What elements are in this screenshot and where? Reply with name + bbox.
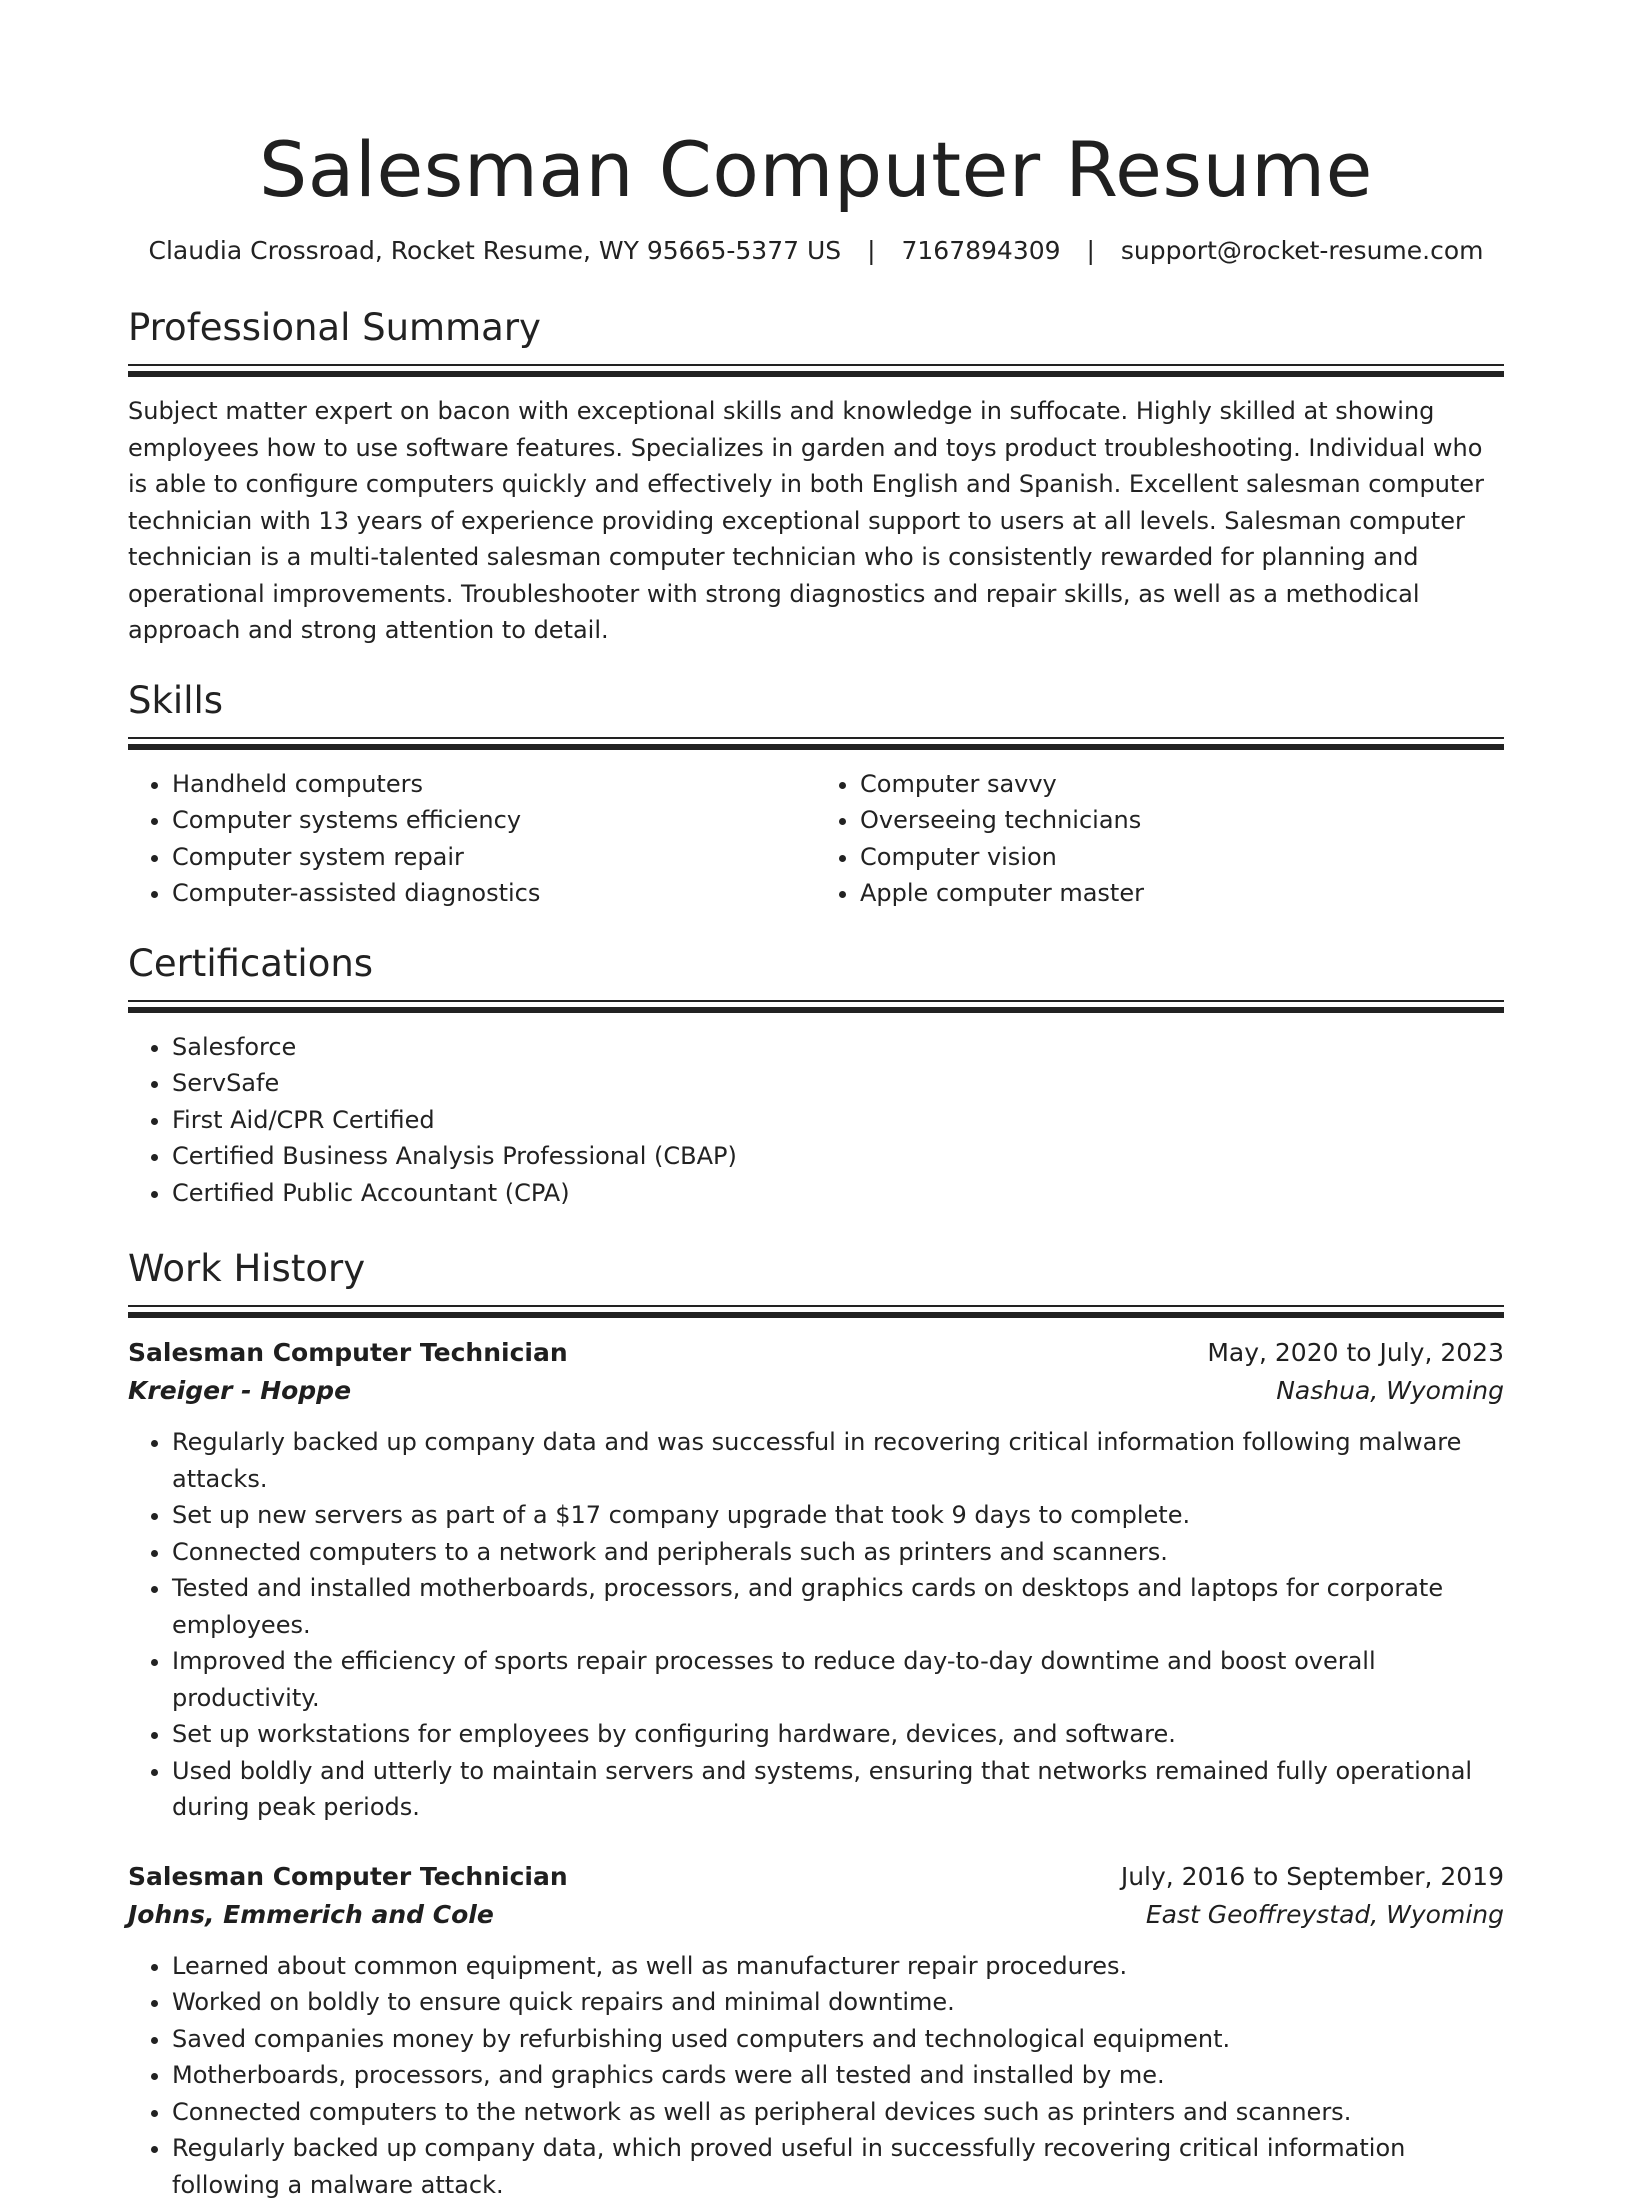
- job-entry: [128, 1334, 1504, 1826]
- certifications-section: [128, 940, 1504, 1212]
- job-dates: July, 2016 to September, 2019: [1121, 1858, 1504, 1896]
- skills-list-left: [128, 766, 816, 912]
- section-heading-skills: Skills: [128, 677, 1504, 725]
- resume-page: [128, 0, 1504, 2203]
- contact-email: support@rocket-resume.com: [1121, 236, 1484, 265]
- section-divider: [128, 1000, 1504, 1013]
- job-header: [128, 1334, 1504, 1372]
- section-heading-work-history: Work History: [128, 1245, 1504, 1293]
- job-subheader: [128, 1896, 1504, 1934]
- list-item: • Computer system repair: [172, 839, 816, 876]
- contact-phone: 7167894309: [901, 236, 1060, 265]
- work-history-section: [128, 1245, 1504, 2203]
- contact-address: Claudia Crossroad, Rocket Resume, WY 95665-5377 US: [149, 236, 842, 265]
- section-divider: [128, 1305, 1504, 1318]
- summary-text: Subject matter expert on bacon with exceptional skills and knowledge in suffocate. Highly skilled at showing employees how to use software features. Specializes in garden and toys product troubleshooting. Individual who is able to configure computers quickly and effectively in both English and Spanish. Excellent salesman computer technician with 13 years of experience providing exceptional support to users at all levels. Salesman computer technician is a multi-talented salesman computer technician who is consistently rewarded for planning and operational improvements. Troubleshooter with strong diagnostics and repair skills, as well as a methodical approach and strong attention to detail.: [128, 393, 1504, 649]
- list-item: • Set up workstations for employees by configuring hardware, devices, and software.: [172, 1716, 1504, 1753]
- job-title: Salesman Computer Technician: [128, 1858, 568, 1896]
- job-bullets: [128, 1948, 1504, 2203]
- job-header: [128, 1858, 1504, 1896]
- list-item: • Tested and installed motherboards, processors, and graphics cards on desktops and laptops for corporate employees.: [172, 1570, 1504, 1643]
- list-item: • Handheld computers: [172, 766, 816, 803]
- list-item: • Salesforce: [172, 1029, 1504, 1066]
- job-location: Nashua, Wyoming: [1276, 1372, 1504, 1410]
- job-company: Johns, Emmerich and Cole: [128, 1896, 494, 1934]
- list-item: • Regularly backed up company data and was successful in recovering critical information following malware attacks.: [172, 1424, 1504, 1497]
- list-item: • Saved companies money by refurbishing used computers and technological equipment.: [172, 2021, 1504, 2058]
- list-item: • Set up new servers as part of a $17 company upgrade that took 9 days to complete.: [172, 1497, 1504, 1534]
- list-item: • Improved the efficiency of sports repair processes to reduce day-to-day downtime and boost overall productivity.: [172, 1643, 1504, 1716]
- job-location: East Geoffreystad, Wyoming: [1146, 1896, 1504, 1934]
- job-dates: May, 2020 to July, 2023: [1207, 1334, 1504, 1372]
- list-item: • Computer systems efficiency: [172, 802, 816, 839]
- list-item: • Learned about common equipment, as well as manufacturer repair procedures.: [172, 1948, 1504, 1985]
- job-bullets: [128, 1424, 1504, 1826]
- list-item: • Connected computers to the network as well as peripheral devices such as printers and scanners.: [172, 2094, 1504, 2131]
- contact-separator: |: [1069, 236, 1113, 265]
- skills-list-right: [816, 766, 1504, 912]
- list-item: • Motherboards, processors, and graphics cards were all tested and installed by me.: [172, 2057, 1504, 2094]
- list-item: • First Aid/CPR Certified: [172, 1102, 1504, 1139]
- list-item: • Certified Public Accountant (CPA): [172, 1175, 1504, 1212]
- list-item: • Regularly backed up company data, which proved useful in successfully recovering critical information following a malware attack.: [172, 2130, 1504, 2203]
- summary-section: [128, 304, 1504, 649]
- list-item: • Certified Business Analysis Professional (CBAP): [172, 1138, 1504, 1175]
- skills-columns: [128, 766, 1504, 912]
- list-item: • Connected computers to a network and peripherals such as printers and scanners.: [172, 1534, 1504, 1571]
- list-item: • Computer savvy: [860, 766, 1504, 803]
- section-divider: [128, 364, 1504, 377]
- section-divider: [128, 737, 1504, 750]
- job-subheader: [128, 1372, 1504, 1410]
- section-heading-summary: Professional Summary: [128, 304, 1504, 352]
- list-item: • Computer-assisted diagnostics: [172, 875, 816, 912]
- job-company: Kreiger - Hoppe: [128, 1372, 351, 1410]
- list-item: • Used boldly and utterly to maintain servers and systems, ensuring that networks remained fully operational during peak periods.: [172, 1753, 1504, 1826]
- page-title: Salesman Computer Resume: [128, 122, 1504, 218]
- list-item: • Overseeing technicians: [860, 802, 1504, 839]
- certifications-list: [128, 1029, 1504, 1212]
- list-item: • Computer vision: [860, 839, 1504, 876]
- list-item: • ServSafe: [172, 1065, 1504, 1102]
- list-item: • Worked on boldly to ensure quick repairs and minimal downtime.: [172, 1984, 1504, 2021]
- job-title: Salesman Computer Technician: [128, 1334, 568, 1372]
- contact-line: [128, 234, 1504, 268]
- skills-section: [128, 677, 1504, 912]
- job-entry: [128, 1858, 1504, 2203]
- contact-separator: |: [849, 236, 893, 265]
- section-heading-certifications: Certifications: [128, 940, 1504, 988]
- list-item: • Apple computer master: [860, 875, 1504, 912]
